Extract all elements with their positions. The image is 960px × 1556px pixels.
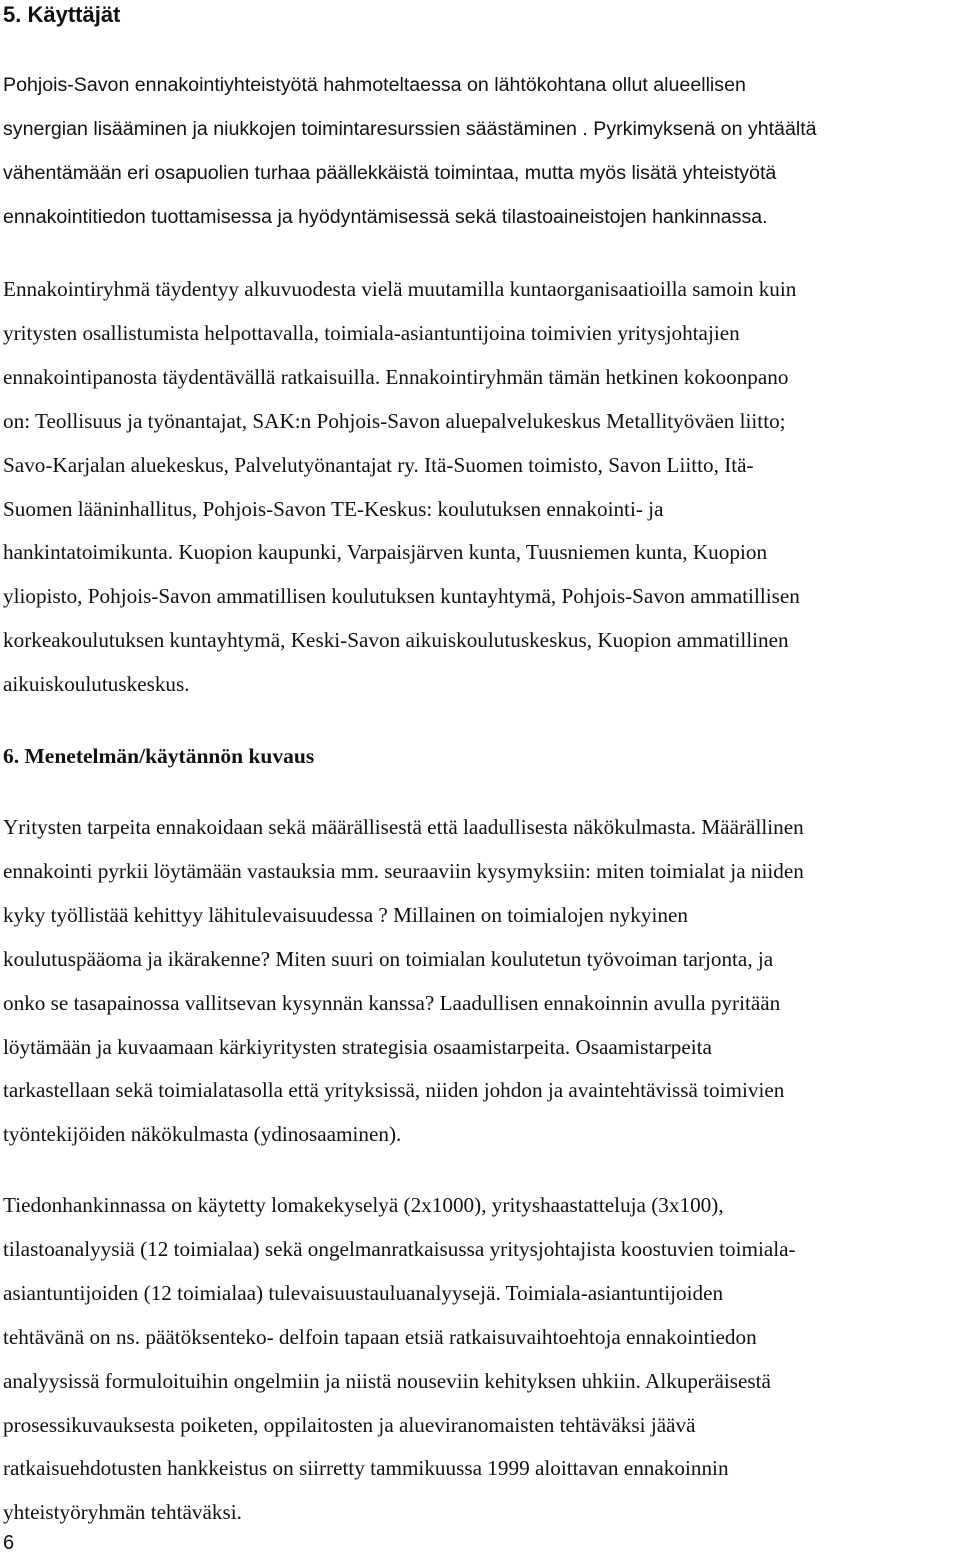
section-5-paragraph-1: Pohjois-Savon ennakointiyhteistyötä hahmoteltaessa on lähtökohtana ollut alueellisen synergian lisääminen ja niukkojen toimintaresurssien säästäminen . Pyrkimyksenä on yhtäältä vähentämään eri osapuolien turhaa päällekkäistä toimintaa, mutta myös lisätä yhteistyötä ennakointitiedon tuottamisessa ja hyödyntämisessä sekä tilastoaineistojen hankinnassa. xyxy=(3,74,817,228)
page-number: 6 xyxy=(3,1532,15,1554)
section-6-heading: 6. Menetelmän/käytännön kuvaus xyxy=(3,744,315,768)
section-5-heading: 5. Käyttäjät xyxy=(3,2,121,27)
section-6-paragraph-2: Tiedonhankinnassa on käytetty lomakekyselyä (2x1000), yrityshaastatteluja (3x100), tilastoanalyysiä (12 toimialaa) sekä ongelmanratkaisussa yritysjohtajista koostuvien toimiala- asiantuntijoiden (12 toimialaa) tulevaisuustauluanalyysejä. Toimiala-asiantuntijoiden tehtävänä on ns. päätöksenteko- delfoin tapaan etsiä ratkaisuvaihtoehtoja ennakointiedon analyysissä formuloituihin ongelmiin ja niistä nouseviin kehityksen uhkiin. Alkuperäisestä prosessikuvauksesta poiketen, oppilaitosten ja alueviranomaisten tehtäväksi jäävä ratkaisuehdotusten hankkeistus on siirretty tammikuussa 1999 aloittavan ennakoinnin yhteistyöryhmän tehtäväksi. xyxy=(3,1193,796,1525)
section-6-paragraph-1: Yritysten tarpeita ennakoidaan sekä määrällisestä että laadullisesta näkökulmasta. Määrällinen ennakointi pyrkii löytämään vastauksia mm. seuraaviin kysymyksiin: miten toimialat ja niiden kyky työllistää kehittyy lähitulevaisuudessa ? Millainen on toimialojen nykyinen koulutuspääoma ja ikärakenne? Miten suuri on toimialan koulutetun työvoiman tarjonta, ja onko se tasapainossa vallitsevan kysynnän kanssa? Laadullisen ennakoinnin avulla pyritään löytämään ja kuvaamaan kärkiyritysten strategisia osaamistarpeita. Osaamistarpeita tarkastellaan sekä toimialatasolla että yrityksissä, niiden johdon ja avaintehtävissä toimivien työntekijöiden näkökulmasta (ydinosaaminen). xyxy=(3,815,804,1147)
section-5-paragraph-2: Ennakointiryhmä täydentyy alkuvuodesta vielä muutamilla kuntaorganisaatioilla samoin kuin yritysten osallistumista helpottavalla, toimiala-asiantuntijoina toimivien yritysjohtajien ennakointipanosta täydentävällä ratkaisuilla. Ennakointiryhmän tämän hetkinen kokoonpano on: Teollisuus ja työnantajat, SAK:n Pohjois-Savon aluepalvelukeskus Metallityöväen liitto; Savo-Karjalan aluekeskus, Palvelutyönantajat ry. Itä-Suomen toimisto, Savon Liitto, Itä- Suomen lääninhallitus, Pohjois-Savon TE-Keskus: koulutuksen ennakointi- ja hankintatoimikunta. Kuopion kaupunki, Varpaisjärven kunta, Tuusniemen kunta, Kuopion yliopisto, Pohjois-Savon ammatillisen koulutuksen kuntayhtymä, Pohjois-Savon ammatillisen korkeakoulutuksen kuntayhtymä, Keski-Savon aikuiskoulutuskeskus, Kuopion ammatillinen aikuiskoulutuskeskus. xyxy=(3,277,800,697)
